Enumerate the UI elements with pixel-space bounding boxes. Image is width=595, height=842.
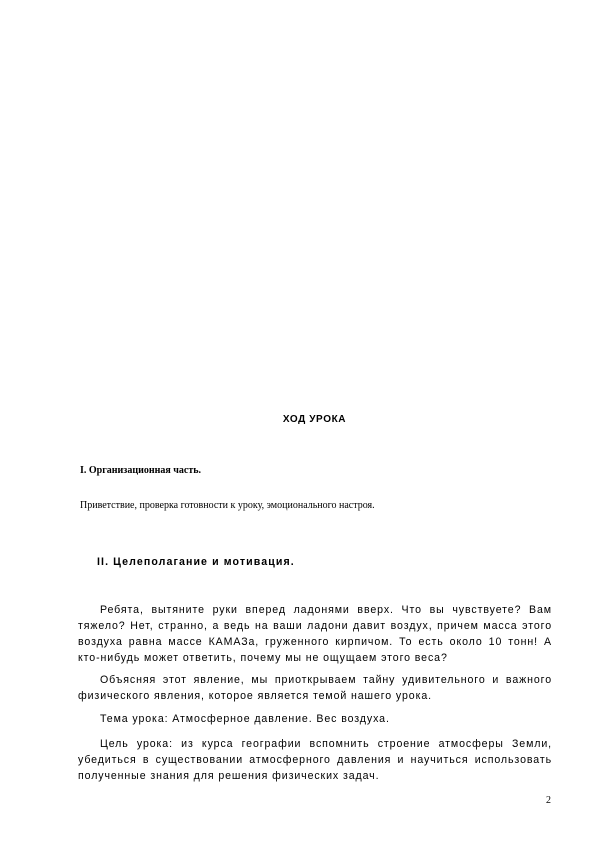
section-heading-organizational: I. Организационная часть.	[80, 465, 202, 476]
paragraph-lesson-goal	[78, 736, 552, 784]
paragraph-lesson-topic-text: Тема урока: Атмосферное давление. Вес воздуха.	[100, 713, 390, 725]
paragraph-lesson-goal-text: Цель урока: из курса географии вспомнить строение атмосферы Земли, убедиться в существовании атмосферного давления и научиться использовать полученные знания для решения физических задач.	[78, 738, 552, 782]
page-number: 2	[546, 795, 551, 806]
paragraph-intro	[78, 602, 552, 666]
section-heading-goal-setting: II. Целеполагание и мотивация.	[97, 556, 295, 568]
lesson-title: ХОД УРОКА	[282, 414, 347, 425]
paragraph-explanation-text: Объясняя этот явление, мы приоткрываем тайну удивительного и важного физического явления, которое является темой нашего урока.	[78, 674, 552, 702]
paragraph-intro-text: Ребята, вытяните руки вперед ладонями вверх. Что вы чувствуете? Вам тяжело? Нет, странно, а ведь на ваши ладони давит воздух, причем масса этого воздуха равна массе КАМАЗа, груженного кирпичом. То есть около 10 тонн! А кто-нибудь может ответить, почему мы не ощущаем этого веса?	[78, 604, 552, 664]
paragraph-explanation	[78, 672, 552, 704]
greeting-text: Приветствие, проверка готовности к уроку, эмоционального настроя.	[80, 500, 375, 511]
paragraph-lesson-topic	[78, 711, 552, 727]
